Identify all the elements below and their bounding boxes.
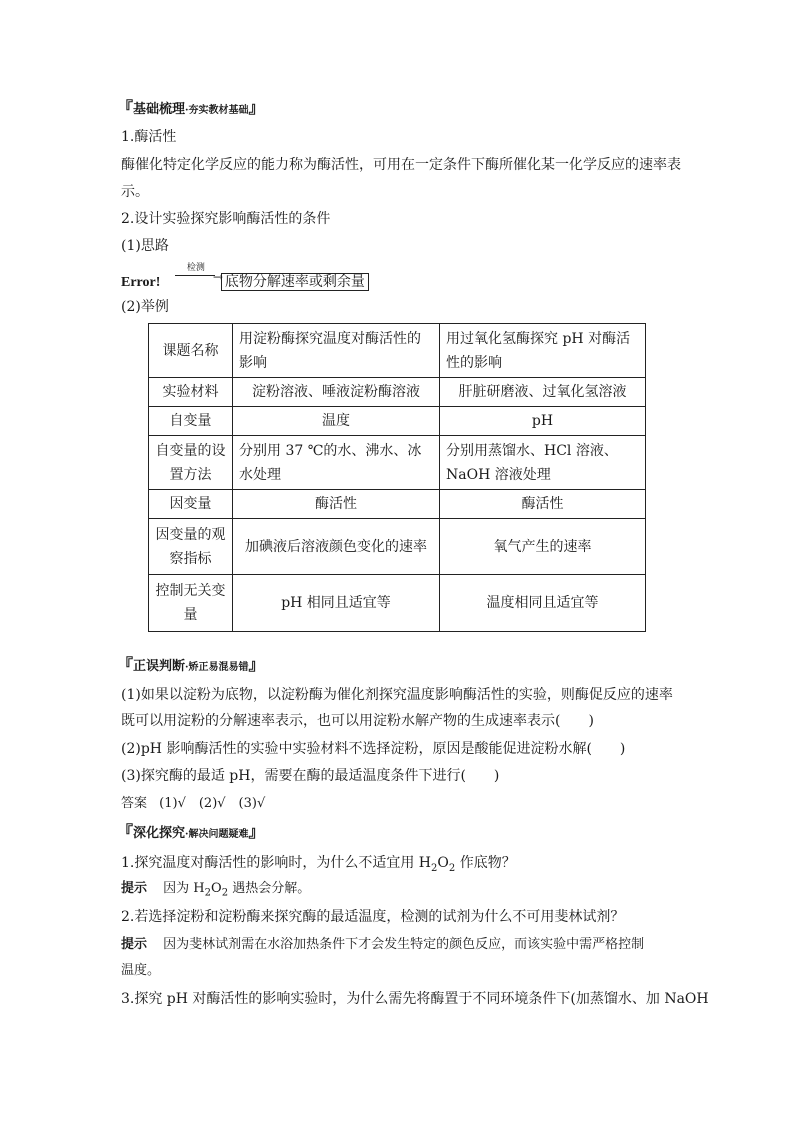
table-cell-label: 因变量 [149,490,233,519]
table-row [149,407,646,436]
table-cell: 酶活性 [440,490,646,519]
table-row [149,575,646,632]
table-cell: 用淀粉酶探究温度对酶活性的影响 [233,324,440,378]
heading-enzyme-activity: 1.酶活性 [121,129,177,145]
explore-question-1: 1.探究温度对酶活性的影响时，为什么不适宜用 $H_2O_2$ 作底物？ [121,855,516,874]
table-cell: 氧气产生的速率 [440,519,646,575]
hint-label: 提示 [121,937,148,952]
answer-label: 答案 [121,796,148,811]
judge-question-2: (2)pH 影响酶活性的实验中实验材料不选择淀粉，原因是酸能促进淀粉水解( ) [121,741,626,757]
approach-flow [121,263,369,293]
table-cell-label: 自变量 [149,407,233,436]
judge-question-3: (3)探究酶的最适 pH，需要在酶的最适温度条件下进行( ) [121,768,500,784]
section-header-judge: 『正误判断·矫正易混易错』 [117,655,265,674]
table-row [149,378,646,407]
heading-example: (2)举例 [121,299,169,315]
table-cell-label: 课题名称 [149,324,233,378]
paragraph-line: 酶催化特定化学反应的能力称为酶活性，可用在一定条件下酶所催化某一化学反应的速率表 [121,157,681,173]
heading-approach: (1)思路 [121,238,169,254]
section-header-explore: 『深化探究·解决问题疑难』 [117,822,265,841]
explore-question-3: 3.探究 pH 对酶活性的影响实验时，为什么需先将酶置于不同环境条件下(加蒸馏水、加 NaOH [121,991,709,1007]
table-row [149,490,646,519]
hint-label: 提示 [121,881,148,896]
section-title: 深化探究 [133,826,186,841]
answer-line [121,794,265,814]
table-cell: 分别用蒸馏水、HCl 溶液、NaOH 溶液处理 [440,436,646,490]
explore-hint-2-cont: 温度。 [121,963,161,978]
table-row [149,519,646,575]
explore-hint-1 [121,879,310,904]
arrow-icon: 检测 → [175,266,221,286]
table-cell: 用过氧化氢酶探究 pH 对酶活性的影响 [440,324,646,378]
table-cell: 温度相同且适宜等 [440,575,646,632]
arrow-target: 底物分解速率或剩余量 [221,273,369,291]
experiment-table [148,323,646,632]
section-title: 基础梳理 [133,102,186,117]
hint-text: 因为斐林试剂需在水浴加热条件下才会发生特定的颜色反应，而该实验中需严格控制 [163,937,645,952]
table-cell: pH 相同且适宜等 [233,575,440,632]
table-cell: 淀粉溶液、唾液淀粉酶溶液 [233,378,440,407]
arrow-label: 检测 [186,263,205,273]
table-cell-label: 控制无关变量 [149,575,233,632]
hint-text: 因为 $H_2O_2$ 遇热会分解。 [163,881,311,899]
section-subtitle: ·解决问题疑难 [185,829,249,840]
table-cell-label: 自变量的设置方法 [149,436,233,490]
table-cell: 温度 [233,407,440,436]
answer-value: (1)√ (2)√ (3)√ [159,796,266,811]
judge-question-1: (1)如果以淀粉为底物，以淀粉酶为催化剂探究温度影响酶活性的实验，则酶促反应的速率 [121,687,673,703]
table-cell: 分别用 37 ℃的水、沸水、冰水处理 [233,436,440,490]
table-cell: pH [440,407,646,436]
section-header-basics: 『基础梳理·夯实教材基础』 [117,98,265,117]
section-title: 正误判断 [133,659,186,674]
section-subtitle: ·夯实教材基础 [185,105,249,116]
paragraph-line: 示。 [121,184,149,200]
table-cell-label: 因变量的观察指标 [149,519,233,575]
explore-question-2: 2.若选择淀粉和淀粉酶来探究酶的最适温度，检测的试剂为什么不可用斐林试剂？ [121,909,625,925]
table-cell: 肝脏研磨液、过氧化氢溶液 [440,378,646,407]
error-text: Error! [121,275,161,290]
table-row [149,436,646,490]
heading-experiment-design: 2.设计实验探究影响酶活性的条件 [121,211,331,227]
judge-question-1-cont: 既可以用淀粉的分解速率表示，也可以用淀粉水解产物的生成速率表示( ) [121,713,594,729]
section-subtitle: ·矫正易混易错 [185,662,249,673]
table-cell-label: 实验材料 [149,378,233,407]
table-cell: 酶活性 [233,490,440,519]
explore-hint-2 [121,935,644,955]
table-cell: 加碘液后溶液颜色变化的速率 [233,519,440,575]
table-row [149,324,646,378]
